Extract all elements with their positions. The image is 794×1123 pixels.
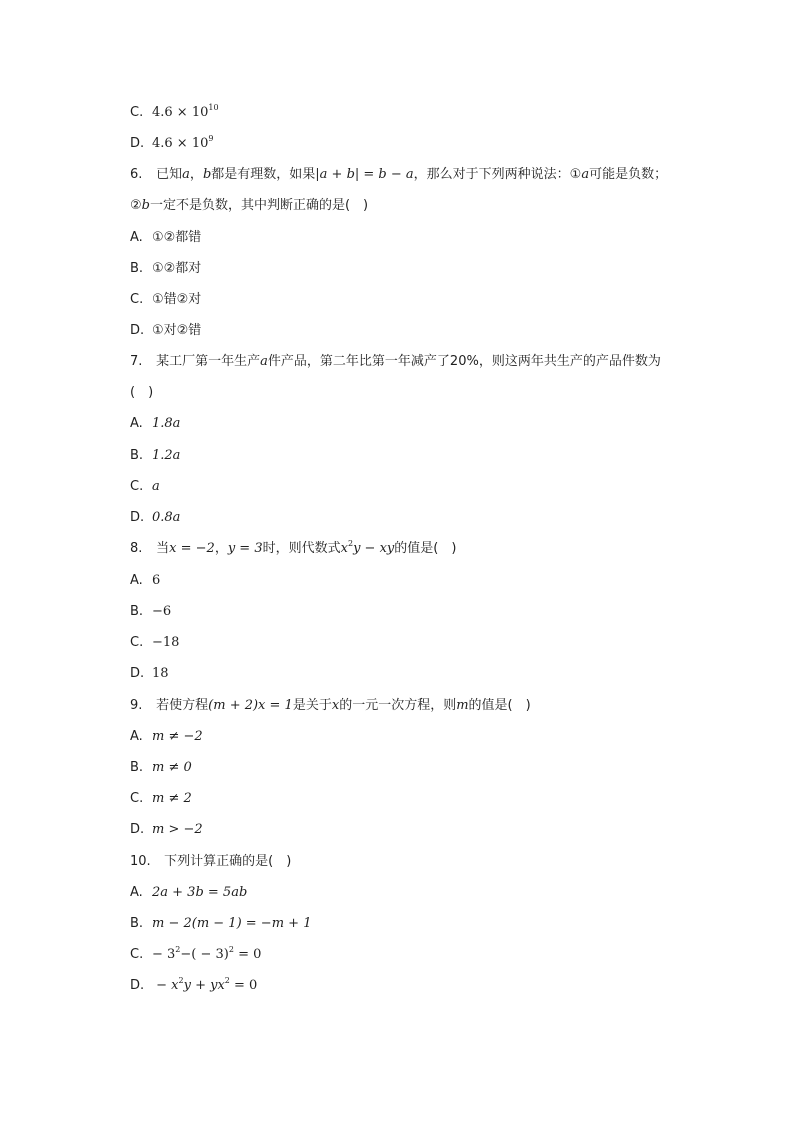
q9-stem: 9. 若使方程(m + 2)x = 1是关于x的一元一次方程，则m的值是( ) [130,698,531,713]
q10-stem: 10. 下列计算正确的是( ) [130,854,292,869]
q10-option-c: C. − $3^2-( - 3)^2 = 0$ [130,945,262,962]
q6-stem-line2: ②b一定不是负数，其中判断正确的是( ) [130,198,369,213]
q7-option-b: B. 1.2a [130,448,181,463]
q7-stem: 7. 某工厂第一年生产a件产品，第二年比第一年减产了20%，则这两年共生产的产品件数为 [130,354,661,369]
q7-option-a: A. 1.8a [130,416,181,431]
q8-option-b: B. −6 [130,604,172,619]
q9-option-c: C. m ≠ 2 [130,791,192,806]
q6-option-b: B. ①②都对 [130,261,202,276]
q9-option-b: B. m ≠ 0 [130,760,192,775]
q7-stem-line2: ( ) [130,385,154,400]
q7-option-c: C. a [130,479,160,494]
q8-stem: 8. 当x = −2，y = 3时，则代数式$x^2y$ − xy的值是( ) [130,539,457,556]
q8-option-a: A. 6 [130,573,161,588]
q10-option-b: B. m − 2(m − 1) = −m + 1 [130,916,312,931]
q6-stem: 6. 已知a，b都是有理数，如果|a + b| = b − a，那么对于下列两种说法：①a可能是负数； [130,167,668,182]
q6-option-d: D. ①对②错 [130,323,202,338]
q5-option-c: C. $4.6 \times 10^{10}$ [130,103,219,120]
q6-option-a: A. ①②都错 [130,230,202,245]
q8-option-c: C. −18 [130,635,180,650]
q10-option-a: A. 2a + 3b = 5ab [130,885,248,900]
q8-option-d: D. 18 [130,666,169,681]
q9-option-a: A. m ≠ −2 [130,729,203,744]
q5-option-d: D. $4.6 \times 10^9$ [130,134,214,151]
q7-option-d: D. 0.8a [130,510,181,525]
q6-option-c: C. ①错②对 [130,292,202,307]
q10-option-d: D. − $x^2y + yx^2 = 0$ [130,976,258,993]
q9-option-d: D. m > −2 [130,822,203,837]
